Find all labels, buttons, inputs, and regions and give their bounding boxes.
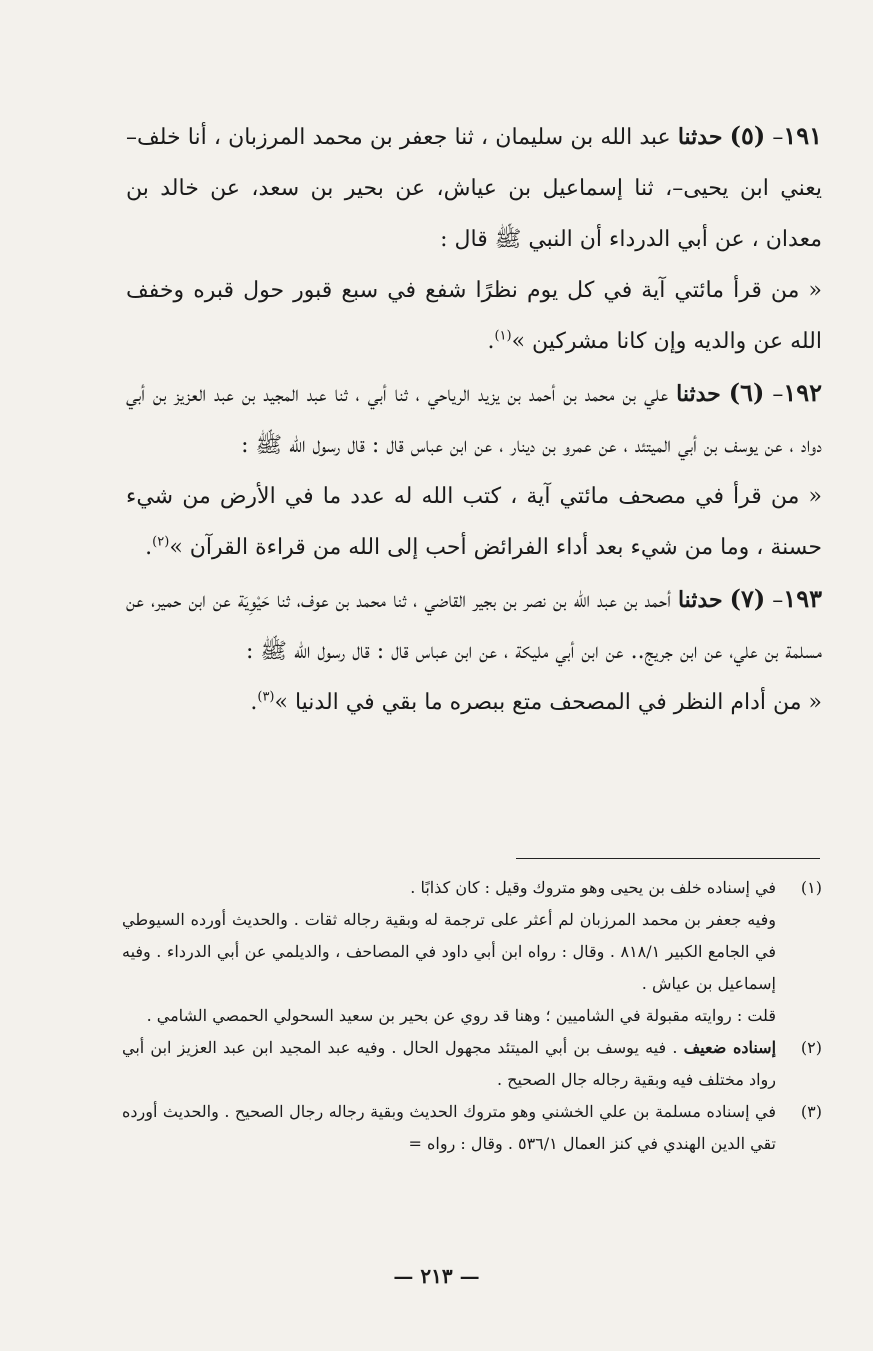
hadith-191: ١٩١– (٥) حدثنا عبد الله بن سليمان ، ثنا جعفر بن محمد المرزبان ، أنا خلف– يعني ابن يحيى–، ثنا إسماعيل بن عياش، عن بحير بن سعد، عن خالد بن معدان ، عن أبي الدرداء أن النبي ﷺ قال : <box>126 121 823 252</box>
hadith-number: ١٩٢ <box>783 378 823 407</box>
isnad: عبد الله بن سليمان ، ثنا جعفر بن محمد المرزبان ، أنا خلف– يعني ابن يحيى–، ثنا إسماعيل بن عياش، عن بحير بن سعد، عن خالد بن معدان ، عن أبي الدرداء أن النبي ﷺ قال : <box>126 125 822 252</box>
matn: « من قرأ مائتي آية في كل يوم نظرًا شفع في سبع قبور حول قبره وخفف الله عن والديه وإن كانا مشركين » <box>126 278 822 354</box>
hadith-ref: (٥) <box>729 121 766 150</box>
footnote-number: (٣) <box>800 1102 822 1121</box>
haddathana: حدثنا <box>677 124 723 150</box>
matn-193: « من أدام النظر في المصحف متع ببصره ما بقي في الدنيا »$^{(٣)}$. <box>250 689 822 715</box>
footnote-ref: (٣) <box>257 689 275 705</box>
footnotes <box>122 872 822 1160</box>
footnote-line: في إسناده مسلمة بن علي الخشني وهو متروك الحديث وبقية رجاله رجال الصحيح . والحديث أورده تقي الدين الهندي في كنز العمال ٥٣٦/١ . وقال : رواه = <box>122 1102 776 1153</box>
footnote-divider <box>516 858 820 859</box>
footnote-1 <box>122 872 822 1032</box>
isnad: علي بن محمد بن أحمد بن يزيد الرياحي ، ثنا أبي ، ثنا عبد المجيد بن عبد العزيز بن أبي دواد ، عن يوسف بن أبي الميتئد ، عن عمرو بن دينار ، عن ابن عباس قال : قال رسول الله ﷺ : <box>126 382 822 458</box>
footnote-number: (١) <box>800 878 822 897</box>
matn: « من قرأ في مصحف مائتي آية ، كتب الله له عدد ما في الأرض من شيء حسنة ، وما من شيء بعد أداء الفرائض أحب إلى الله من قراءة القرآن » <box>126 484 822 560</box>
footnote-body <box>122 1096 776 1160</box>
footnote-number: (٢) <box>800 1038 822 1057</box>
footnote-body <box>122 872 776 1032</box>
hadith-193: ١٩٣– (٧) حدثنا أحمد بن عبد الله بن نصر بن بجير القاضي ، ثنا محمد بن عوف، ثنا حَيْوِيَة عن ابن حمير، عن مسلمة بن علي، عن ابن جريج.. عن ابن أبي مليكة ، عن ابن عباس قال : قال رسول الله ﷺ : <box>126 584 822 664</box>
haddathana: حدثنا <box>677 587 723 613</box>
footnote-line: في إسناده خلف بن يحيى وهو متروك وقيل : كان كذابًا . <box>410 878 776 897</box>
hadith-192: ١٩٢– (٦) حدثنا علي بن محمد بن أحمد بن يزيد الرياحي ، ثنا أبي ، ثنا عبد المجيد بن عبد العزيز بن أبي دواد ، عن يوسف بن أبي الميتئد ، عن عمرو بن دينار ، عن ابن عباس قال : قال رسول الله ﷺ : <box>126 378 823 458</box>
footnote-3 <box>122 1096 822 1160</box>
haddathana: حدثنا <box>676 381 721 407</box>
matn: « من أدام النظر في المصحف متع ببصره ما بقي في الدنيا » <box>274 690 822 715</box>
hadith-number: ١٩٣ <box>783 584 822 613</box>
page-number: — ٢١٣ — <box>393 1264 480 1288</box>
footnote-line: قلت : روايته مقبولة في الشاميين ؛ وهنا قد روي عن بحير بن سعيد السحولي الحمصي الشامي . <box>146 1006 776 1025</box>
footnote-line: وفيه جعفر بن محمد المرزبان لم أعثر على ترجمة له وبقية رجاله ثقات . والحديث أورده السيوطي في الجامع الكبير ٨١٨/١ . وقال : رواه ابن أبي داود في المصاحف ، والديلمي عن أبي الدرداء . وفيه إسماعيل بن عياش . <box>122 910 776 993</box>
footnote-body <box>122 1032 776 1096</box>
hadith-number: ١٩١ <box>783 121 823 150</box>
footnote-ref: (١) <box>494 328 512 344</box>
hadith-ref: (٧) <box>729 584 766 613</box>
isnad: أحمد بن عبد الله بن نصر بن بجير القاضي ، ثنا محمد بن عوف، ثنا حَيْوِيَة عن ابن حمير، عن مسلمة بن علي، عن ابن جريج.. عن ابن أبي مليكة ، عن ابن عباس قال : قال رسول الله ﷺ : <box>126 588 822 664</box>
footnote-ref: (٢) <box>152 534 170 550</box>
matn-191: « من قرأ مائتي آية في كل يوم نظرًا شفع في سبع قبور حول قبره وخفف الله عن والديه وإن كانا مشركين »$^{(١)}$. <box>126 278 822 354</box>
footnote-text: . فيه يوسف بن أبي الميتئد مجهول الحال . وفيه عبد المجيد ابن عبد العزيز ابن أبي رواد مختلف فيه وبقية رجاله جال الصحيح . <box>122 1038 776 1089</box>
footnote-2 <box>122 1032 822 1096</box>
hadith-ref: (٦) <box>728 378 765 407</box>
footnote-line <box>122 1032 776 1096</box>
footnote-grade: إسناده ضعيف <box>683 1038 777 1057</box>
main-text <box>126 110 822 728</box>
matn-192: « من قرأ في مصحف مائتي آية ، كتب الله له عدد ما في الأرض من شيء حسنة ، وما من شيء بعد أداء الفرائض أحب إلى الله من قراءة القرآن »$^{(٢)}$. <box>126 484 822 560</box>
